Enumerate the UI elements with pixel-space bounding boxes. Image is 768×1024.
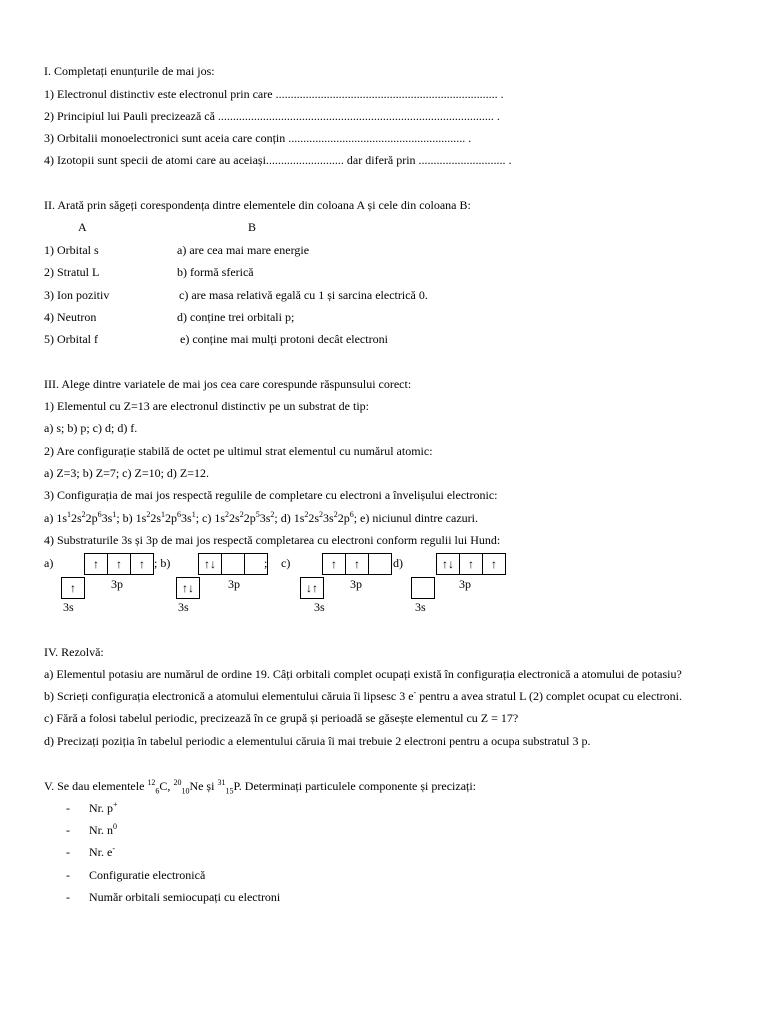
orbital-box: ↑↓: [436, 553, 460, 575]
s3-question-4: 4) Substraturile 3s și 3p de mai jos respectă completarea cu electroni conform regulii lui Hund:: [44, 533, 501, 547]
label-3s: 3s: [63, 600, 74, 614]
label-3p: 3p: [228, 577, 240, 591]
orbital-box: [221, 553, 245, 575]
s3-answers-3: a) $1s^12s^22p^63s^1$; b) $1s^22s^12p^63s^1$; c) $1s^22s^22p^53s^2$; d) $1s^22s^23s^22p^6$; e) niciunul dintre cazuri.: [44, 510, 478, 525]
option-d-3s-box: [411, 577, 435, 599]
label-3s: 3s: [314, 600, 325, 614]
b-item: a) are cea mai mare energie: [177, 243, 310, 257]
a-item: 3) Ion pozitiv: [44, 288, 110, 302]
list-dash: -: [66, 845, 70, 859]
option-a-3p-boxes: [84, 553, 154, 575]
orbital-box: ↑: [345, 553, 369, 575]
orbital-box: ↓↑: [300, 577, 324, 599]
a-item: 5) Orbital f: [44, 332, 98, 346]
option-d-label: d): [393, 556, 403, 570]
a-item: 2) Stratul L: [44, 265, 100, 279]
orbital-box: [411, 577, 435, 599]
option-a-label: a): [44, 556, 54, 570]
list-item: Nr. e-: [89, 844, 115, 859]
s4-item-b: b) Scrieți configurația electronică a atomului elementului căruia îi lipsesc 3 e- pentru a avea stratul L (2) complet ocupat cu electroni.: [44, 688, 682, 703]
option-a-3s-box: [61, 577, 85, 599]
section-5-title: V. Se dau elementele $^{12}_6$C, $^{20}_{10}$Ne și $^{31}_{15}$P. Determinați particulele componente și precizați:: [44, 778, 477, 796]
s1-line-1: 1) Electronul distinctiv este electronul prin care .......................................................................... .: [44, 87, 504, 101]
b-item: b) formă sferică: [177, 265, 254, 279]
orbital-box: ↑↓: [198, 553, 222, 575]
option-b-3s-box: [176, 577, 200, 599]
orbital-box: ↑: [459, 553, 483, 575]
list-dash: -: [66, 868, 70, 882]
list-item: Configuratie electronică: [89, 868, 206, 882]
orbital-box: ↑: [61, 577, 85, 599]
s3-answers-1: a) s; b) p; c) d; d) f.: [44, 421, 138, 435]
s3-question-3: 3) Configurația de mai jos respectă regulile de completare cu electroni a învelișului electronic:: [44, 488, 498, 502]
option-b-label: ; b): [154, 556, 171, 570]
s3-question-1: 1) Elementul cu Z=13 are electronul distinctiv pe un substrat de tip:: [44, 399, 370, 413]
a-item: 4) Neutron: [44, 310, 97, 324]
orbital-box: [368, 553, 392, 575]
list-item: Număr orbitali semiocupați cu electroni: [89, 890, 281, 904]
list-item: Nr. p+: [89, 800, 118, 815]
a-item: 1) Orbital s: [44, 243, 99, 257]
label-3p: 3p: [459, 577, 471, 591]
s4-item-a: a) Elementul potasiu are numărul de ordine 19. Câți orbitali complet ocupați există în configurația electronică a atomului de potasiu?: [44, 667, 682, 681]
s1-line-3: 3) Orbitalii monoelectronici sunt aceia care conțin ........................................................... .: [44, 131, 472, 145]
label-3s: 3s: [415, 600, 426, 614]
list-item: Nr. $n^0$: [89, 822, 117, 837]
orbital-box: ↑↓: [176, 577, 200, 599]
option-b-3p-boxes: [198, 553, 268, 575]
b-item: e) conține mai mulți protoni decât electroni: [180, 332, 388, 346]
section-4-title: IV. Rezolvă:: [44, 645, 104, 659]
section-2-title: II. Arată prin săgeți corespondența dintre elementele din coloana A și cele din coloana B:: [44, 198, 471, 212]
column-a-header: A: [78, 220, 87, 234]
s1-line-2: 2) Principiul lui Pauli precizează că ............................................................................................ .: [44, 109, 500, 123]
orbital-box: ↑: [482, 553, 506, 575]
s4-item-d: d) Precizați poziția în tabelul periodic a elementului căruia îi mai trebuie 2 electroni pentru a ocupa substratul 3 p.: [44, 734, 591, 748]
column-b-header: B: [248, 220, 257, 234]
orbital-box: ↑: [130, 553, 154, 575]
label-3p: 3p: [111, 577, 123, 591]
list-dash: -: [66, 890, 70, 904]
s3-question-2: 2) Are configurație stabilă de octet pe ultimul strat elementul cu numărul atomic:: [44, 444, 433, 458]
section-3-title: III. Alege dintre variatele de mai jos cea care corespunde răspunsului corect:: [44, 377, 412, 391]
option-d-3p-boxes: [436, 553, 506, 575]
separator: ;: [264, 556, 268, 570]
option-c-3p-boxes: [322, 553, 392, 575]
label-3p: 3p: [350, 577, 362, 591]
s1-line-4: 4) Izotopii sunt specii de atomi care au aceiași.......................... dar diferă prin ............................. .: [44, 153, 512, 167]
list-dash: -: [66, 823, 70, 837]
s4-item-c: c) Fără a folosi tabelul periodic, precizează în ce grupă și perioadă se găsește elementul cu Z = 17?: [44, 711, 519, 725]
s3-answers-2: a) Z=3; b) Z=7; c) Z=10; d) Z=12.: [44, 466, 210, 480]
list-dash: -: [66, 801, 70, 815]
orbital-box: ↑: [107, 553, 131, 575]
option-c-3s-box: [300, 577, 324, 599]
label-3s: 3s: [178, 600, 189, 614]
b-item: d) conține trei orbitali p;: [177, 310, 295, 324]
b-item: c) are masa relativă egală cu 1 și sarcina electrică 0.: [179, 288, 428, 302]
orbital-box: ↑: [322, 553, 346, 575]
orbital-box: ↑: [84, 553, 108, 575]
section-1-title: I. Completați enunțurile de mai jos:: [44, 64, 215, 78]
option-c-label: c): [281, 556, 291, 570]
